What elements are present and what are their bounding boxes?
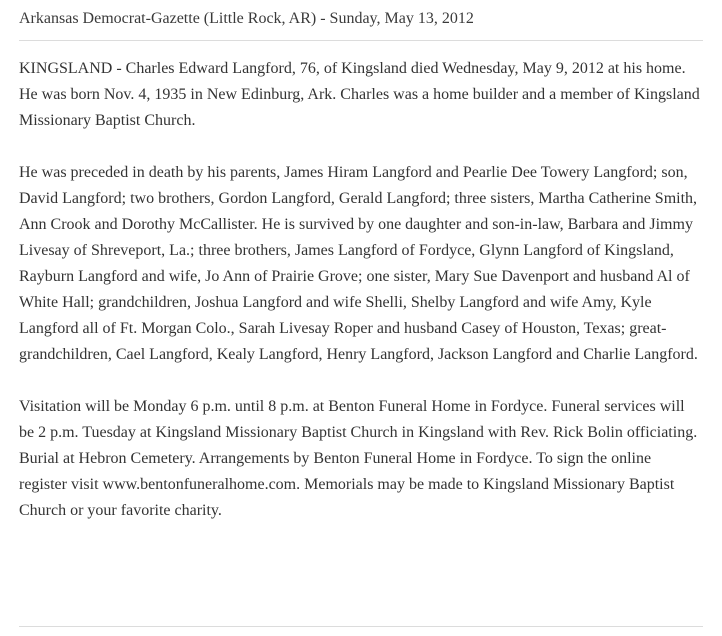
- footer-divider: [19, 626, 703, 627]
- publication-header: [19, 0, 703, 41]
- obituary-body: [19, 41, 703, 524]
- obituary-page: [19, 0, 703, 524]
- obituary-paragraph-family: He was preceded in death by his parents, James Hiram Langford and Pearlie Dee Towery Langford; son, David Langford; two brothers, Gordon Langford, Gerald Langford; three sisters, Martha Catherine Smith, Ann Crook and Dorothy McCallister. He is survived by one daughter and son-in-law, Barbara and Jimmy Livesay of Shreveport, La.; three brothers, James Langford of Fordyce, Glynn Langford of Kingsland, Rayburn Langford and wife, Jo Ann of Prairie Grove; one sister, Mary Sue Davenport and husband Al of White Hall; grandchildren, Joshua Langford and wife Shelli, Shelby Langford and wife Amy, Kyle Langford all of Ft. Morgan Colo., Sarah Livesay Roper and husband Casey of Houston, Texas; great-grandchildren, Cael Langford, Kealy Langford, Henry Langford, Jackson Langford and Charlie Langford.: [19, 164, 698, 363]
- obituary-paragraph-services: Visitation will be Monday 6 p.m. until 8 p.m. at Benton Funeral Home in Fordyce. Funeral services will be 2 p.m. Tuesday at Kingsland Missionary Baptist Church in Kingsland with Rev. Rick Bolin officiating. Burial at Hebron Cemetery. Arrangements by Benton Funeral Home in Fordyce. To sign the online register visit www.bentonfuneralhome.com. Memorials may be made to Kingsland Missionary Baptist Church or your favorite charity.: [19, 398, 698, 519]
- publication-title: Arkansas Democrat-Gazette (Little Rock, AR) - Sunday, May 13, 2012: [19, 10, 474, 27]
- obituary-paragraph-intro: KINGSLAND - Charles Edward Langford, 76, of Kingsland died Wednesday, May 9, 2012 at his home. He was born Nov. 4, 1935 in New Edinburg, Ark. Charles was a home builder and a member of Kingsland Missionary Baptist Church.: [19, 60, 700, 129]
